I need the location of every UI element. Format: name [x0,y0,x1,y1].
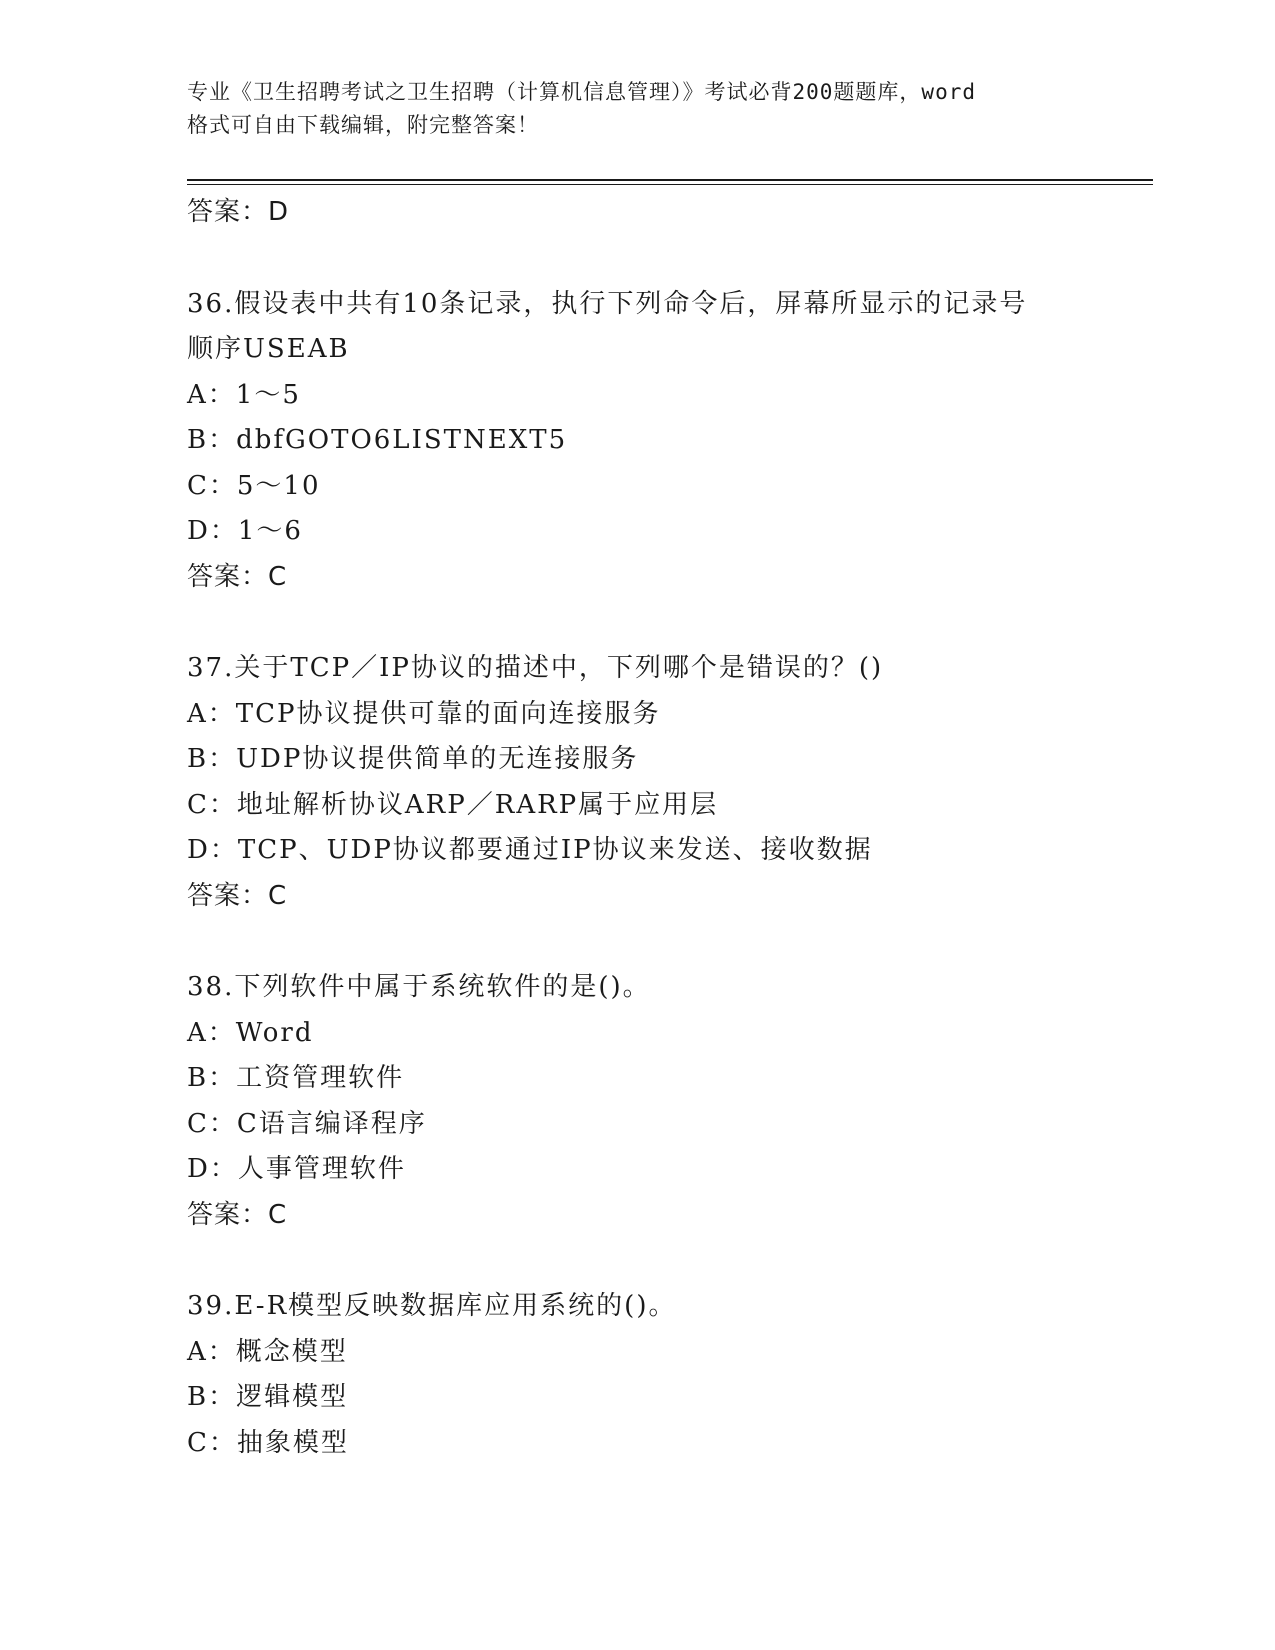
document-header [187,76,1107,142]
question-stem-line: 38.下列软件中属于系统软件的是()。 [187,972,651,1002]
previous-answer: 答案：D [187,197,290,227]
spacer [187,600,1147,646]
question-stem-line: 37.关于TCP／IP协议的描述中，下列哪个是错误的？() [187,653,884,683]
option-c: C：抽象模型 [187,1427,349,1458]
option-a: A：概念模型 [187,1336,348,1367]
header-line-1: 专业《卫生招聘考试之卫生招聘（计算机信息管理）》考试必背200题题库，word [187,80,976,104]
question-stem-line: 39.E-R模型反映数据库应用系统的()。 [187,1291,677,1321]
option-d: D：TCP、UDP协议都要通过IP协议来发送、接收数据 [187,835,873,865]
option-a: A：TCP协议提供可靠的面向连接服务 [187,698,661,729]
option-a: A：1～5 [187,379,301,410]
header-rule-thick [187,179,1153,181]
option-c: C：5～10 [187,470,321,501]
option-c: C：地址解析协议ARP／RARP属于应用层 [187,789,719,820]
option-c: C：C语言编译程序 [187,1108,427,1139]
header-rule-thin [187,184,1153,185]
question-36 [187,282,1147,601]
option-d: D：人事管理软件 [187,1154,406,1184]
option-b: B：dbfGOTO6LISTNEXT5 [187,425,568,455]
answer: 答案：C [187,1199,288,1230]
answer: 答案：C [187,561,288,592]
question-content [187,190,1147,1466]
spacer [187,236,1147,282]
option-b: B：逻辑模型 [187,1382,349,1412]
question-stem-line: 36.假设表中共有10条记录，执行下列命令后，屏幕所显示的记录号 [187,288,1028,319]
spacer [187,1238,1147,1284]
question-stem-line: 顺序USEAB [187,334,350,364]
question-37 [187,646,1147,919]
option-a: A：Word [187,1017,314,1048]
spacer [187,919,1147,965]
header-line-2: 格式可自由下载编辑，附完整答案！ [187,113,539,137]
option-b: B：UDP协议提供简单的无连接服务 [187,744,639,774]
answer: 答案：C [187,880,288,911]
question-38 [187,965,1147,1238]
question-39 [187,1284,1147,1466]
option-b: B：工资管理软件 [187,1063,405,1093]
option-d: D：1～6 [187,516,303,546]
